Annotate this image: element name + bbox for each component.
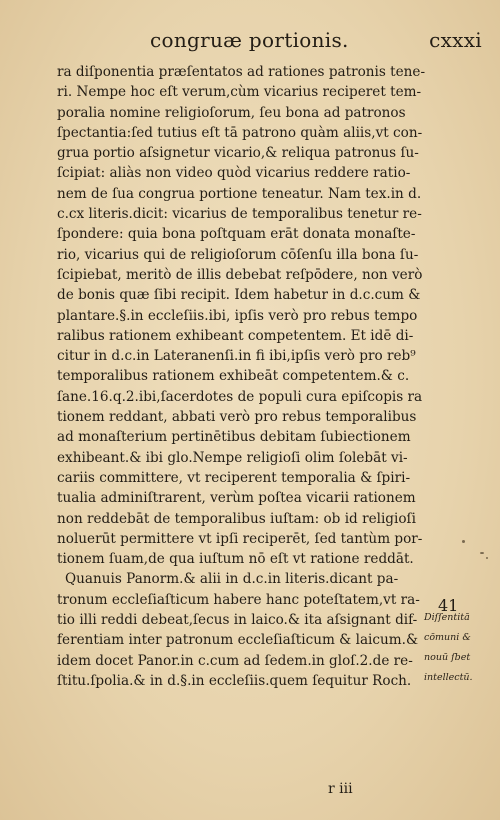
paper-speck	[486, 557, 488, 559]
text-line: ri. Nempe hoc eſt verum,cùm vicarius reciperet tem-	[57, 84, 422, 101]
text-line: ſpectantia:ſed tutius eſt tā patrono quàm aliis,vt con-	[57, 124, 423, 141]
text-line: non reddebāt de temporalibus iuſtam: ob id religioſi	[57, 510, 416, 527]
text-line: tualia adminiſtrarent, verùm poſtea vicarii rationem	[57, 490, 416, 507]
marginal-note: Diſſentitā	[424, 612, 470, 623]
text-line: grua portio aſsignetur vicario,& reliqua patronus ſu-	[57, 145, 419, 162]
text-line: poralia nomine religioſorum, ſeu bona ad patronos	[57, 104, 406, 121]
text-line: rio, vicarius qui de religioſorum cōſenſu illa bona ſu-	[57, 246, 419, 263]
text-line: idem docet Panor.in c.cum ad ſedem.in gloſ.2.de re-	[57, 652, 413, 669]
text-line: exhibeant.& ibi glo.Nempe religioſi olim ſolebāt vi-	[57, 449, 408, 466]
text-line: noluerūt permittere vt ipſi reciperēt, ſed tantùm por-	[57, 530, 423, 547]
folio-number: cxxxi	[429, 28, 482, 52]
text-line: tionem reddant, abbati verò pro rebus temporalibus	[57, 409, 417, 426]
text-line: c.cx literis.dicit: vicarius de temporalibus tenetur re-	[57, 206, 422, 223]
text-line: tionem ſuam,de qua iuſtum nō eſt vt ratione reddāt.	[57, 551, 414, 568]
text-block	[57, 62, 429, 691]
text-line: ralibus rationem exhibeant competentem. Et idē di-	[57, 327, 414, 344]
signature-mark: r iii	[328, 781, 353, 797]
text-line: plantare.§.in eccleſiis.ibi, ipſis verò pro rebus tempo	[57, 307, 418, 324]
marginal-note: intellectū.	[424, 672, 473, 683]
text-line: cariis committere, vt reciperent temporalia & ſpiri-	[57, 469, 411, 486]
paper-speck	[462, 540, 465, 543]
text-line: tronum eccleſiaſticum habere hanc poteſtatem,vt ra-	[57, 591, 420, 608]
text-line: ad monaſterium pertinētibus debitam ſubiectionem	[57, 429, 411, 446]
marginal-note: nouū ſbet	[424, 652, 471, 663]
text-line: temporalibus rationem exhibeāt competentem.& c.	[57, 368, 410, 385]
text-line: ra diſponentia præſentatos ad rationes patronis tene-	[57, 64, 426, 80]
text-line: citur in d.c.in Lateranenſi.in fi ibi,ipſis verò pro reb⁹	[57, 348, 416, 365]
marginal-note: cōmuni &	[424, 632, 471, 643]
paper-speck	[480, 552, 484, 554]
running-title: congruæ portionis.	[150, 28, 349, 52]
text-line: tio illi reddi debeat,ſecus in laico.& ita aſsignant dif-	[57, 612, 418, 629]
text-line: de bonis quæ ſibi recipit. Idem habetur in d.c.cum &	[57, 287, 421, 304]
text-line: ſpondere: quia bona poſtquam erāt donata monaſte-	[57, 226, 416, 243]
text-line: ſcipiebat, meritò de illis debebat reſpōdere, non verò	[57, 266, 423, 283]
text-line: ſcipiat: aliàs non video quòd vicarius reddere ratio-	[57, 165, 411, 182]
marginal-number: 41	[438, 596, 459, 615]
text-line: ſtitu.ſpolia.& in d.§.in eccleſiis.quem ſequitur Roch.	[57, 672, 412, 689]
text-line: nem de ſua congrua portione teneatur. Nam tex.in d.	[57, 185, 422, 202]
text-line: ferentiam inter patronum eccleſiaſticum & laicum.&	[57, 632, 419, 649]
paragraph-start-line: Quanuis Panorm.& alii in d.c.in literis.dicant pa-	[65, 571, 399, 588]
text-line: ſane.16.q.2.ibi,ſacerdotes de populi cura epiſcopis ra	[57, 388, 423, 405]
